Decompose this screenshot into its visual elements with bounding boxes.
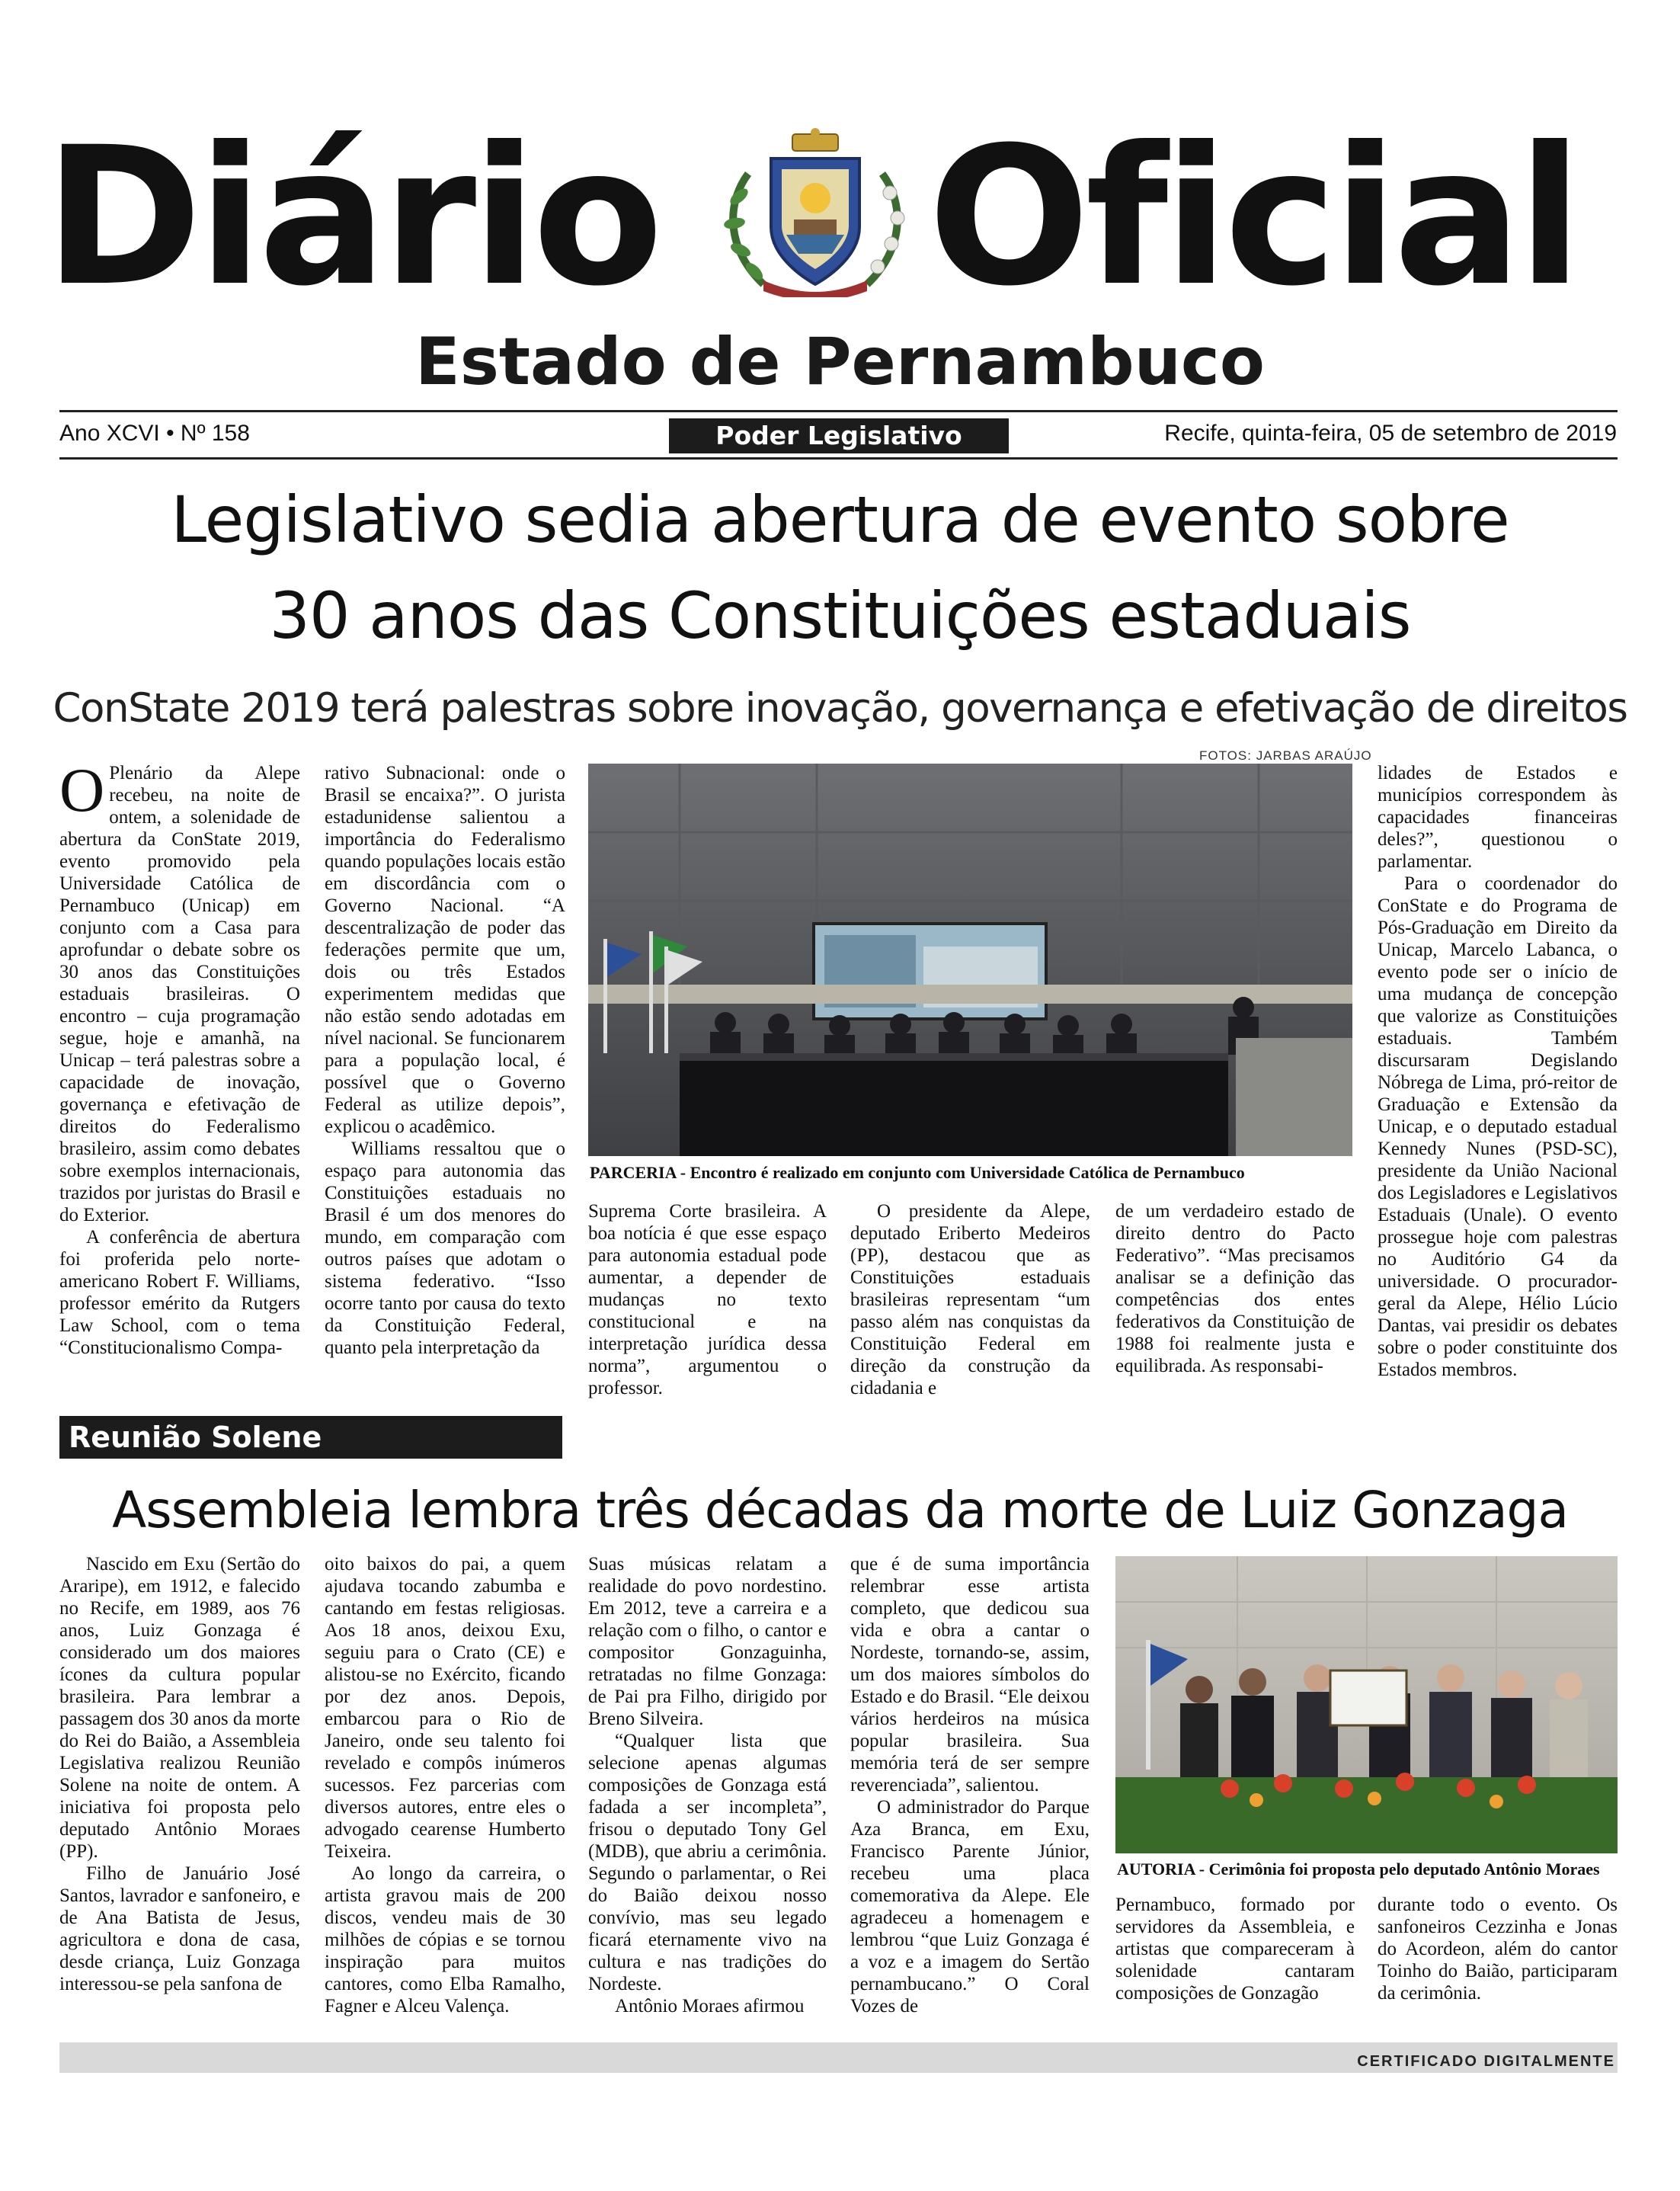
masthead-title-right: Oficial <box>928 106 1579 328</box>
article2-paragraph: “Qualquer lista que selecione apenas algumas composições de Gonzaga está fadada a ser incompleta”, frisou o deputado Tony Gel (MDB), que abriu a cerimônia. Segundo o parlamentar, o Rei do Baião deixou nosso convívio, mas seu legado ficará eternamente vivo na cultura e nas tradições do Nordeste. <box>588 1731 827 1994</box>
article1-paragraph: A conferência de abertura foi proferida pelo norte-americano Robert F. Williams, professor emérito da Rutgers Law School, com o tema “Constitucionalismo Compa- <box>59 1227 300 1358</box>
masthead-bottom-rule <box>59 457 1618 460</box>
edition-number: Ano XCVI • Nº 158 <box>59 421 250 446</box>
publication-date: Recife, quinta-feira, 05 de setembro de 2019 <box>1164 421 1617 446</box>
article1-column-1 <box>59 755 300 1359</box>
article2-paragraph: que é de suma importância relembrar esse artista completo, que dedicou sua vida e obra a cantar o Nordeste, tornando-se, assim, um dos maiores símbolos do Estado e do Brasil. “Ele deixou vários herdeiros na música popular brasileira. Sua memória terá de ser sempre reverenciada”, salientou. <box>850 1554 1090 1795</box>
article1-paragraph: rativo Subnacional: onde o Brasil se encaixa?”. O jurista estadunidense salientou a importância do Federalismo quando populações locais estão em discordância com o Governo Nacional. “A descentralização de poder das federações permite que um, dois ou três Estados experimentem medidas que não estão sendo adotadas em nível nacional. Se funcionarem para a população local, é possível que o Governo Federal as utilize depois”, explicou o acadêmico. <box>325 763 565 1137</box>
masthead-title-left: Diário <box>44 106 659 328</box>
article2-paragraph: O administrador do Parque Aza Branca, em Exu, Francisco Parente Júnior, recebeu uma placa comemorativa da Alepe. Ele agradeceu a homenagem e lembrou “que Luiz Gonzaga é a voz e a imagem do Sertão pernambucano.” O Coral Vozes de <box>850 1797 1090 2016</box>
article2-paragraph: Filho de Januário José Santos, lavrador e sanfoneiro, e de Ana Batista de Jesus, agricultora e dona de casa, desde criança, Luiz Gonzaga interessou-se pela sanfona de <box>59 1863 300 1994</box>
article1-paragraph: Williams ressaltou que o espaço para autonomia das Constituições estaduais no Brasil é um dos menores do mundo, em comparação com outros países que adotam o sistema federativo. “Isso ocorre tanto por causa do texto da Constituição Federal, quanto pela interpretação da <box>325 1139 565 1358</box>
dropcap: O <box>59 755 105 825</box>
article2-paragraph: Pernambuco, formado por servidores da Assembleia, e artistas que compareceram à solenidade cantaram composições de Gonzagão <box>1115 1895 1355 2004</box>
article2-paragraph: Antônio Moraes afirmou <box>615 1996 805 2016</box>
article1-paragraph: O presidente da Alepe, deputado Eriberto Medeiros (PP), destacou que as Constituições estaduais brasileiras representam “um passo além nas conquistas da Constituição Federal em direção da construção da cidadania e <box>850 1201 1090 1398</box>
article1-column-6 <box>1378 762 1618 1381</box>
article2-column-4 <box>850 1553 1090 2017</box>
pernambuco-coat-of-arms-icon <box>718 128 913 297</box>
photo-credit: FOTOS: JARBAS ARAÚJO <box>1199 748 1372 763</box>
article1-column-2 <box>325 762 565 1359</box>
section-label-reuniao-solene: Reunião Solene <box>59 1416 562 1459</box>
article2-column-1 <box>59 1553 300 1995</box>
article1-headline-line2: 30 anos das Constituições estaduais <box>269 578 1411 653</box>
article1-headline-line1: Legislativo sedia abertura de evento sobre <box>171 482 1509 557</box>
article1-column-4 <box>850 1200 1090 1399</box>
section-badge: Poder Legislativo <box>669 418 1009 453</box>
article2-column-5 <box>1115 1894 1355 2004</box>
article2-paragraph: Nascido em Exu (Sertão do Araripe), em 1912, e falecido no Recife, em 1989, aos 76 anos, Luiz Gonzaga é considerado um dos maiores ícones da cultura popular brasileira. Para lembrar a passagem dos 30 anos da morte do Rei do Baião, a Assembleia Legislativa realizou Reunião Solene na noite de ontem. A iniciativa foi proposta pelo deputado Antônio Moraes (PP). <box>59 1554 300 1862</box>
article2-paragraph: durante todo o evento. Os sanfoneiros Cezzinha e Jonas do Acordeon, além do cantor Toinho do Baião, participaram da cerimônia. <box>1378 1895 1618 2004</box>
article2-headline: Assembleia lembra três décadas da morte de Luiz Gonzaga <box>112 1481 1568 1539</box>
article2-paragraph: Suas músicas relatam a realidade do povo nordestino. Em 2012, teve a carreira e a relação com o filho, o cantor e compositor Gonzaguinha, retratadas no filme Gonzaga: de Pai pra Filho, dirigido por Breno Silveira. <box>588 1554 827 1729</box>
article1-photo-caption: PARCERIA - Encontro é realizado em conjunto com Universidade Católica de Pernambuco <box>590 1163 1245 1182</box>
masthead-subtitle: Estado de Pernambuco <box>415 324 1265 400</box>
article1-paragraph: Plenário da Alepe recebeu, na noite de ontem, a solenidade de abertura da ConState 2019, evento promovido pela Universidade Católica de Pernambuco (Unicap) em conjunto com a Casa para aprofundar o debate sobre os 30 anos das Constituições estaduais brasileiras. O encontro – cuja programação segue, hoje e amanhã, na Unicap – terá palestras sobre a capacidade de inovação, governança e efetivação de direitos do Federalismo brasileiro, assim como debates sobre exemplos internacionais, trazidos por juristas do Brasil e do Exterior. <box>59 763 300 1225</box>
article1-paragraph: de um verdadeiro estado de direito dentro do Pacto Federativo”. “Mas precisamos analisar se a definição das competências dos entes federativos da Constituição de 1988 foi realmente justa e equilibrada. As responsabi- <box>1115 1201 1355 1376</box>
article1-paragraph: lidades de Estados e municípios correspondem às capacidades financeiras deles?”, questionou o parlamentar. <box>1378 763 1618 872</box>
article1-subheadline: ConState 2019 terá palestras sobre inovação, governança e efetivação de direitos <box>53 685 1627 732</box>
article2-paragraph: oito baixos do pai, a quem ajudava tocando zabumba e cantando em festas religiosas. Aos 18 anos, deixou Exu, seguiu para o Crato (CE) e alistou-se no Exército, ficando por dez anos. Depois, embarcou para o Rio de Janeiro, onde seu talento foi revelado e compôs inúmeros sucessos. Fez parcerias com diversos autores, entre eles o advogado cearense Humberto Teixeira. <box>325 1554 565 1862</box>
digital-certification-label: CERTIFICADO DIGITALMENTE <box>1357 2053 1615 2070</box>
article1-paragraph: Suprema Corte brasileira. A boa notícia é que esse espaço para autonomia estadual pode aumentar, a depender de mudanças no texto constitucional e na interpretação jurídica dessa norma”, argumentou o professor. <box>588 1201 827 1398</box>
article2-column-6 <box>1378 1894 1618 2004</box>
article1-paragraph: Para o coordenador do ConState e do Programa de Pós-Graduação em Direito da Unicap, Marcelo Labanca, o evento pode ser o início de uma mudança de concepção que valorize as Constituições estaduais. Também discursaram Degislando Nóbrega de Lima, pró-reitor de Graduação e Extensão da Unicap, e o deputado estadual Kennedy Nunes (PSD-SC), presidente da União Nacional dos Legisladores e Legislativos Estaduais (Unale). O evento prossegue hoje com palestras no Auditório G4 da universidade. O procurador-geral da Alepe, Hélio Lúcio Dantas, vai presidir os debates sobre o poder constituinte dos Estados membros. <box>1378 873 1618 1380</box>
masthead-top-rule <box>59 410 1618 412</box>
article2-paragraph: Ao longo da carreira, o artista gravou mais de 200 discos, vendeu mais de 30 milhões de cópias e se tornou inspiração para muitos cantores, como Elba Ramalho, Fagner e Alceu Valença. <box>325 1863 565 2016</box>
plenary-session-photo <box>588 764 1352 1156</box>
article2-photo-caption: AUTORIA - Cerimônia foi proposta pelo deputado Antônio Moraes <box>1117 1859 1600 1879</box>
article2-column-3 <box>588 1553 827 2017</box>
article2-column-2 <box>325 1553 565 2017</box>
ceremony-photo <box>1115 1556 1618 1853</box>
article1-column-5 <box>1115 1200 1355 1377</box>
article1-column-3 <box>588 1200 827 1399</box>
